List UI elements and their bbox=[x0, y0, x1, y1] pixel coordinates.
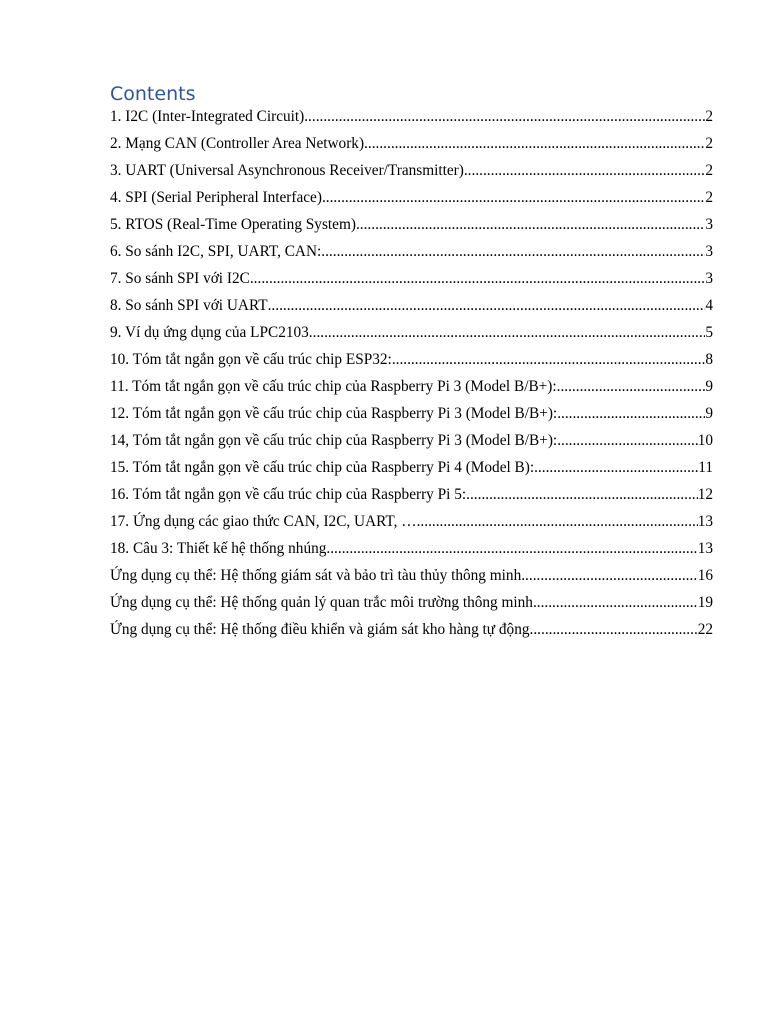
toc-entry[interactable] bbox=[110, 211, 713, 238]
toc-dot-leader bbox=[557, 373, 706, 400]
toc-list bbox=[110, 103, 713, 643]
toc-page-number: 11 bbox=[698, 459, 713, 476]
toc-page-number: 3 bbox=[705, 216, 713, 233]
toc-page-number: 19 bbox=[697, 594, 713, 611]
toc-entry-text: 1. I2C (Inter-Integrated Circuit) bbox=[110, 108, 305, 125]
toc-entry[interactable] bbox=[110, 346, 713, 373]
toc-entry[interactable] bbox=[110, 508, 713, 535]
toc-entry-text: 16. Tóm tắt ngắn gọn về cấu trúc chip của Raspberry Pi 5: bbox=[110, 486, 467, 503]
toc-entry-text: 7. So sánh SPI với I2C bbox=[110, 270, 250, 287]
toc-entry[interactable] bbox=[110, 616, 713, 643]
toc-page-number: 2 bbox=[705, 135, 713, 152]
toc-page-number: 16 bbox=[697, 567, 713, 584]
toc-page-number: 10 bbox=[697, 432, 713, 449]
toc-dot-leader bbox=[356, 211, 705, 238]
toc-entry-text: Ứng dụng cụ thể: Hệ thống điều khiển và giám sát kho hàng tự động bbox=[110, 621, 530, 638]
toc-entry-text: 11. Tóm tắt ngắn gọn về cấu trúc chip của Raspberry Pi 3 (Model B/B+): bbox=[110, 378, 557, 395]
toc-page-number: 2 bbox=[705, 162, 713, 179]
toc-entry[interactable] bbox=[110, 184, 713, 211]
toc-dot-leader bbox=[326, 535, 697, 562]
toc-entry-text: 14, Tóm tắt ngắn gọn về cấu trúc chip của Raspberry Pi 3 (Model B/B+): bbox=[110, 432, 558, 449]
toc-entry-text: Ứng dụng cụ thể: Hệ thống giám sát và bảo trì tàu thủy thông minh bbox=[110, 567, 522, 584]
toc-entry-text: 8. So sánh SPI với UART bbox=[110, 297, 268, 314]
toc-page-number: 22 bbox=[697, 621, 713, 638]
toc-entry[interactable] bbox=[110, 157, 713, 184]
toc-entry-text: 17. Ứng dụng các giao thức CAN, I2C, UART, … bbox=[110, 513, 417, 530]
toc-page-number: 8 bbox=[705, 351, 713, 368]
toc-entry[interactable] bbox=[110, 400, 713, 427]
toc-entry-text: 2. Mạng CAN (Controller Area Network) bbox=[110, 135, 365, 152]
toc-page-number: 13 bbox=[697, 513, 713, 530]
toc-dot-leader bbox=[417, 508, 698, 535]
toc-dot-leader bbox=[521, 562, 697, 589]
toc-entry[interactable] bbox=[110, 454, 713, 481]
toc-dot-leader bbox=[364, 130, 705, 157]
toc-entry-text: 18. Câu 3: Thiết kế hệ thống nhúng bbox=[110, 540, 327, 557]
toc-entry[interactable] bbox=[110, 589, 713, 616]
toc-entry-text: Ứng dụng cụ thể: Hệ thống quản lý quan trắc môi trường thông minh bbox=[110, 594, 533, 611]
toc-entry[interactable] bbox=[110, 562, 713, 589]
toc-entry[interactable] bbox=[110, 103, 713, 130]
toc-dot-leader bbox=[304, 103, 705, 130]
toc-page-number: 9 bbox=[705, 405, 713, 422]
toc-entry-text: 6. So sánh I2C, SPI, UART, CAN: bbox=[110, 243, 322, 260]
toc-entry-text: 10. Tóm tắt ngắn gọn về cấu trúc chip ESP32: bbox=[110, 351, 392, 368]
toc-dot-leader bbox=[392, 346, 706, 373]
toc-entry[interactable] bbox=[110, 292, 713, 319]
toc-entry-text: 4. SPI (Serial Peripheral Interface) bbox=[110, 189, 322, 206]
toc-dot-leader bbox=[321, 238, 705, 265]
toc-page-number: 2 bbox=[705, 108, 713, 125]
toc-dot-leader bbox=[533, 589, 698, 616]
toc-page-number: 2 bbox=[705, 189, 713, 206]
toc-entry[interactable] bbox=[110, 319, 713, 346]
toc-dot-leader bbox=[268, 292, 706, 319]
toc-entry-text: 9. Ví dụ ứng dụng của LPC2103 bbox=[110, 324, 309, 341]
toc-title: Contents bbox=[110, 83, 196, 105]
toc-dot-leader bbox=[466, 481, 698, 508]
toc-entry-text: 5. RTOS (Real-Time Operating System) bbox=[110, 216, 356, 233]
toc-page-number: 3 bbox=[705, 243, 713, 260]
toc-dot-leader bbox=[322, 184, 705, 211]
toc-entry-text: 12. Tóm tắt ngắn gọn về cấu trúc chip của Raspberry Pi 3 (Model B/B+): bbox=[110, 405, 558, 422]
toc-entry[interactable] bbox=[110, 481, 713, 508]
toc-entry-text: 15. Tóm tắt ngắn gọn về cấu trúc chip của Raspberry Pi 4 (Model B): bbox=[110, 459, 535, 476]
toc-page-number: 4 bbox=[705, 297, 713, 314]
toc-dot-leader bbox=[309, 319, 706, 346]
toc-entry-text: 3. UART (Universal Asynchronous Receiver/Transmitter) bbox=[110, 162, 464, 179]
toc-page-number: 3 bbox=[705, 270, 713, 287]
toc-dot-leader bbox=[534, 454, 698, 481]
toc-dot-leader bbox=[530, 616, 698, 643]
toc-entry[interactable] bbox=[110, 130, 713, 157]
toc-dot-leader bbox=[464, 157, 706, 184]
toc-page-number: 12 bbox=[697, 486, 713, 503]
toc-dot-leader bbox=[250, 265, 706, 292]
toc-entry[interactable] bbox=[110, 265, 713, 292]
toc-entry[interactable] bbox=[110, 238, 713, 265]
toc-dot-leader bbox=[557, 427, 698, 454]
toc-dot-leader bbox=[557, 400, 705, 427]
toc-page-number: 13 bbox=[697, 540, 713, 557]
toc-page-number: 5 bbox=[705, 324, 713, 341]
toc-entry[interactable] bbox=[110, 373, 713, 400]
toc-entry[interactable] bbox=[110, 427, 713, 454]
toc-entry[interactable] bbox=[110, 535, 713, 562]
toc-page-number: 9 bbox=[705, 378, 713, 395]
